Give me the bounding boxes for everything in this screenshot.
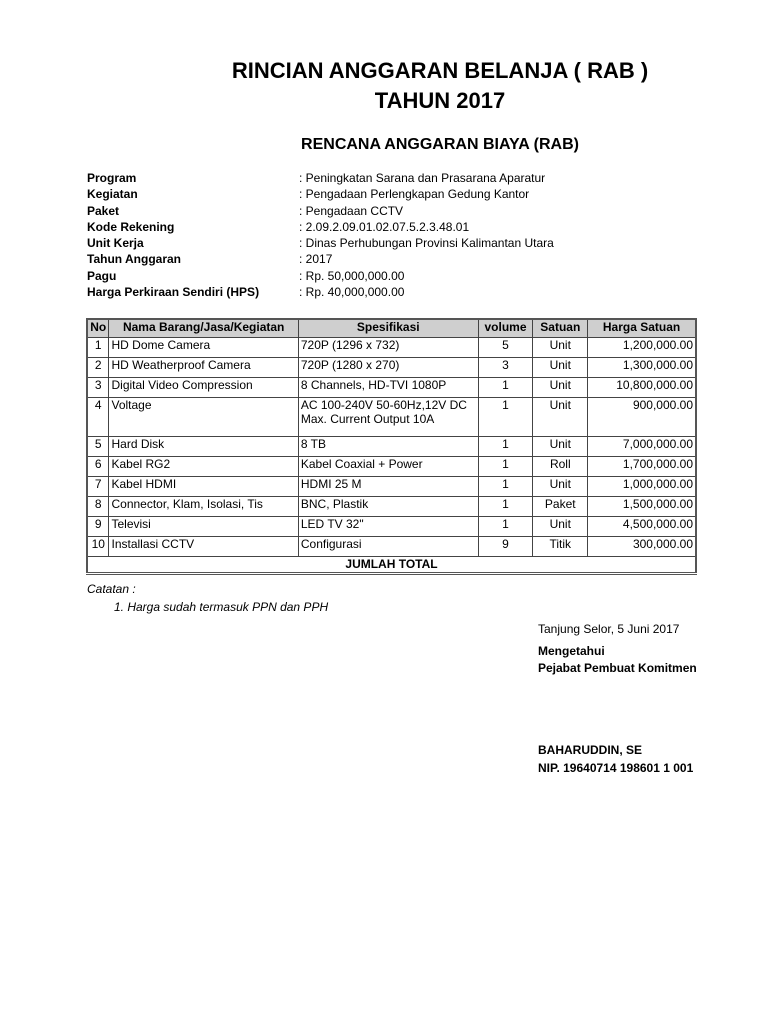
info-label: Kode Rekening (87, 219, 175, 234)
info-row-hps (87, 284, 687, 300)
table-row (87, 497, 696, 517)
document-title: RINCIAN ANGGARAN BELANJA ( RAB ) (231, 58, 649, 83)
cell-name: Hard Disk (109, 437, 298, 457)
spec-line: AC 100-240V 50-60Hz,12V DC (300, 398, 467, 412)
cell-no: 2 (87, 358, 109, 378)
table-header-row (87, 319, 696, 338)
place-date: Tanjung Selor, 5 Juni 2017 (538, 622, 680, 636)
cell-spec: Kabel Coaxial + Power (298, 457, 478, 477)
cell-price: 10,800,000.00 (588, 378, 696, 398)
cell-price: 1,200,000.00 (588, 338, 696, 358)
cell-price: 300,000.00 (588, 537, 696, 557)
cell-spec: 720P (1296 x 732) (298, 338, 478, 358)
cell-price: 1,500,000.00 (588, 497, 696, 517)
cell-unit: Unit (533, 358, 588, 378)
cell-volume: 3 (478, 358, 533, 378)
table-row (87, 517, 696, 537)
info-row-paket (87, 203, 687, 219)
cell-volume: 1 (478, 437, 533, 457)
table-row (87, 537, 696, 557)
cell-price: 900,000.00 (588, 398, 696, 437)
cell-no: 7 (87, 477, 109, 497)
table-row (87, 358, 696, 378)
acknowledge-label: Mengetahui (538, 644, 605, 658)
signatory-name: BAHARUDDIN, SE (538, 743, 643, 757)
table-row (87, 378, 696, 398)
document-subtitle: RENCANA ANGGARAN BIAYA (RAB) (301, 136, 579, 153)
cell-spec: HDMI 25 M (298, 477, 478, 497)
info-row-pagu (87, 268, 687, 284)
note-item: 1. Harga sudah termasuk PPN dan PPH (114, 600, 329, 614)
cell-volume: 1 (478, 457, 533, 477)
cell-name: Kabel RG2 (109, 457, 298, 477)
cell-unit: Unit (533, 437, 588, 457)
cell-volume: 5 (478, 338, 533, 358)
info-label: Tahun Anggaran (87, 252, 181, 267)
info-row-kegiatan (87, 186, 687, 202)
cell-no: 8 (87, 497, 109, 517)
table-row (87, 477, 696, 497)
cell-name: Kabel HDMI (109, 477, 298, 497)
cell-price: 7,000,000.00 (588, 437, 696, 457)
cell-price: 4,500,000.00 (588, 517, 696, 537)
cell-unit: Unit (533, 477, 588, 497)
cell-spec: 8 TB (298, 437, 478, 457)
cell-volume: 1 (478, 497, 533, 517)
cell-name: Connector, Klam, Isolasi, Tis (109, 497, 298, 517)
cell-unit: Unit (533, 517, 588, 537)
info-row-unit-kerja (87, 235, 687, 251)
total-label: JUMLAH TOTAL (87, 557, 696, 574)
info-block (87, 170, 687, 300)
cell-volume: 9 (478, 537, 533, 557)
info-row-tahun-anggaran (87, 251, 687, 267)
info-label: Harga Perkiraan Sendiri (HPS) (87, 285, 260, 300)
column-header: Nama Barang/Jasa/Kegiatan (109, 319, 298, 338)
cell-price: 1,700,000.00 (588, 457, 696, 477)
cell-volume: 1 (478, 398, 533, 437)
cell-unit: Roll (533, 457, 588, 477)
table-row (87, 437, 696, 457)
info-value: : Pengadaan Perlengkapan Gedung Kantor (299, 187, 530, 202)
official-title: Pejabat Pembuat Komitmen (538, 661, 697, 675)
signatory-nip: NIP. 19640714 198601 1 001 (538, 761, 694, 775)
cell-no: 5 (87, 437, 109, 457)
notes-label: Catatan : (87, 582, 136, 596)
cell-spec: BNC, Plastik (298, 497, 478, 517)
cell-no: 10 (87, 537, 109, 557)
cell-price: 1,000,000.00 (588, 477, 696, 497)
cell-name: Installasi CCTV (109, 537, 298, 557)
info-value: : Peningkatan Sarana dan Prasarana Aparatur (299, 171, 546, 185)
total-row (87, 557, 696, 574)
column-header: Harga Satuan (588, 319, 696, 338)
cell-unit: Unit (533, 338, 588, 358)
cell-spec: 720P (1280 x 270) (298, 358, 478, 378)
document-year: TAHUN 2017 (374, 88, 506, 113)
cell-unit: Titik (533, 537, 588, 557)
column-header: volume (478, 319, 533, 338)
cell-volume: 1 (478, 517, 533, 537)
column-header: Satuan (533, 319, 588, 338)
column-header: Spesifikasi (298, 319, 478, 338)
cell-no: 1 (87, 338, 109, 358)
table-row (87, 398, 696, 437)
cell-no: 4 (87, 398, 109, 437)
info-label: Unit Kerja (87, 236, 144, 251)
info-value: : Rp. 40,000,000.00 (299, 285, 405, 300)
budget-table (86, 318, 697, 575)
info-label: Paket (87, 203, 120, 218)
cell-unit: Paket (533, 497, 588, 517)
cell-no: 9 (87, 517, 109, 537)
info-row-program (87, 170, 687, 186)
column-header: No (87, 319, 109, 338)
cell-name: HD Weatherproof Camera (109, 358, 298, 378)
cell-volume: 1 (478, 477, 533, 497)
info-label: Kegiatan (87, 187, 138, 202)
cell-spec (298, 398, 478, 437)
cell-unit: Unit (533, 398, 588, 437)
cell-name: HD Dome Camera (109, 338, 298, 358)
cell-name: Televisi (109, 517, 298, 537)
cell-spec: Configurasi (298, 537, 478, 557)
cell-price: 1,300,000.00 (588, 358, 696, 378)
info-value: : 2.09.2.09.01.02.07.5.2.3.48.01 (299, 219, 470, 234)
cell-spec: LED TV 32" (298, 517, 478, 537)
info-value: : Rp. 50,000,000.00 (299, 268, 405, 283)
info-label: Program (87, 171, 137, 185)
cell-volume: 1 (478, 378, 533, 398)
info-value: : 2017 (299, 252, 333, 267)
spec-line: Max. Current Output 10A (300, 412, 435, 426)
cell-no: 6 (87, 457, 109, 477)
cell-spec: 8 Channels, HD-TVI 1080P (298, 378, 478, 398)
info-value: : Dinas Perhubungan Provinsi Kalimantan Utara (299, 236, 554, 251)
table-row (87, 338, 696, 358)
info-label: Pagu (87, 268, 117, 283)
info-row-kode-rekening (87, 219, 687, 235)
table-row (87, 457, 696, 477)
cell-unit: Unit (533, 378, 588, 398)
info-value: : Pengadaan CCTV (299, 203, 404, 218)
cell-name: Voltage (109, 398, 298, 437)
cell-name: Digital Video Compression (109, 378, 298, 398)
cell-no: 3 (87, 378, 109, 398)
